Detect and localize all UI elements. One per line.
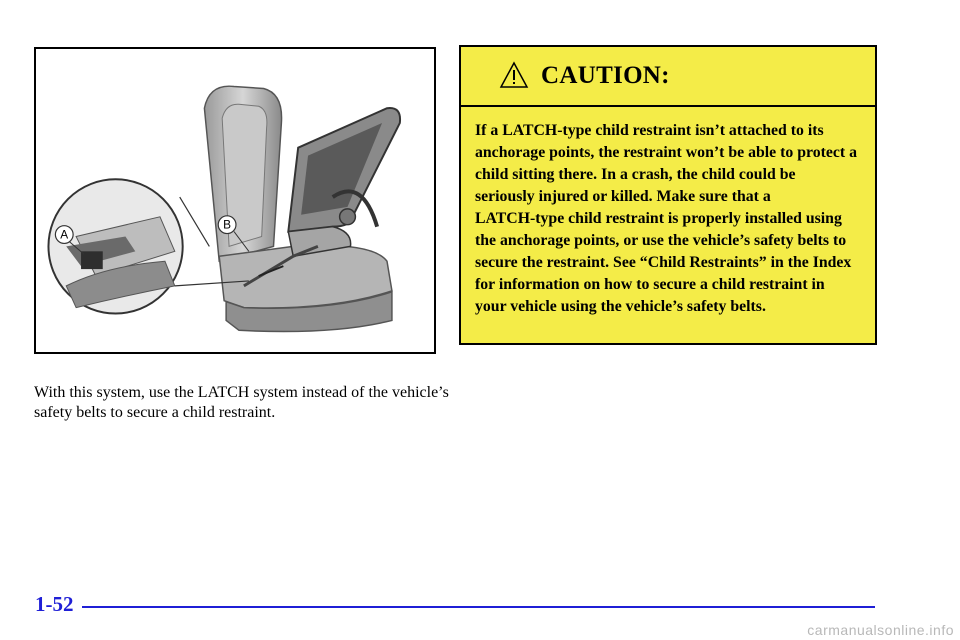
caution-title: CAUTION: — [541, 62, 670, 89]
latch-anchor-diagram — [36, 49, 434, 352]
caution-text: If a LATCH‑type child restraint isn’t attached to its anchorage points, the restraint won’t be able to protect a child sitting there. In a crash, the child could be seriously injured or killed. Make sure that a LATCH‑type child restraint is properly installed using the anchorage points, or use the vehicle’s safety belts to secure the restraint. See “Child Restraints” in the Index for information on how to secure a child restraint in your vehicle using the vehicle’s safety belts. — [475, 122, 858, 315]
child-seat-illustration — [34, 47, 436, 354]
site-watermark: carmanualsonline.info — [807, 622, 954, 638]
callout-a-label: A — [60, 227, 69, 242]
caution-box — [459, 45, 877, 345]
instruction-paragraph: With this system, use the LATCH system instead of the vehicle’s safety belts to secure a child restraint. — [34, 384, 449, 421]
callout-b-label: B — [223, 217, 232, 232]
page-number: 1-52 — [35, 592, 74, 616]
warning-triangle-icon — [499, 61, 529, 89]
footer-rule — [82, 606, 875, 608]
caution-header — [461, 47, 875, 107]
